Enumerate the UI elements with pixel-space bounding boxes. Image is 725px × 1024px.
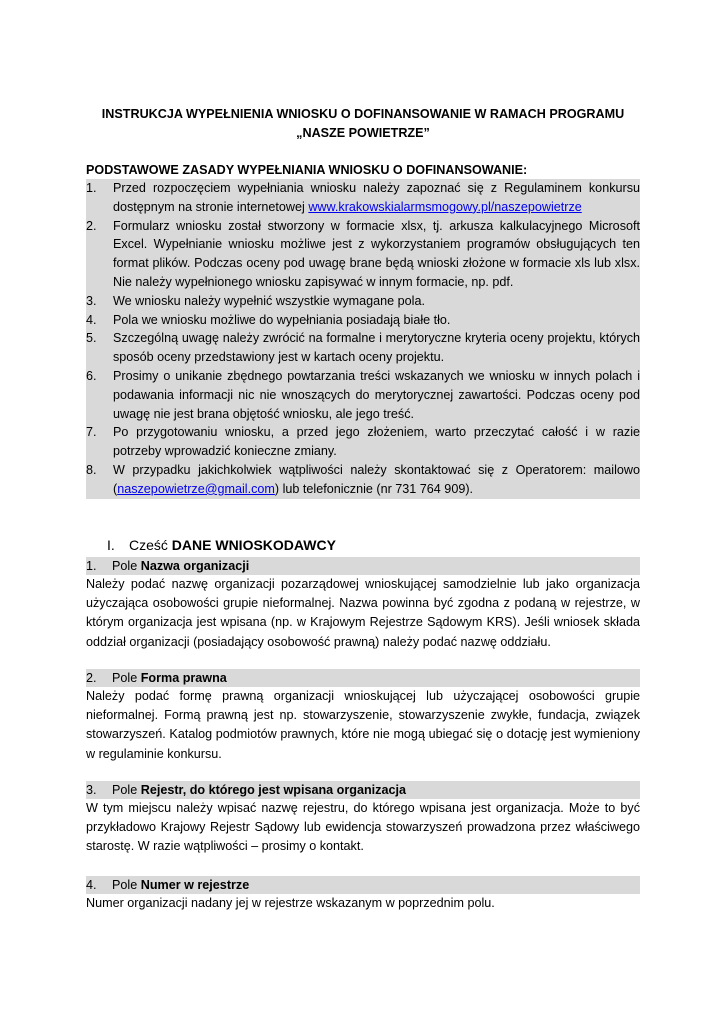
field-number: 4. (86, 878, 97, 892)
rule-number: 3. (86, 293, 97, 308)
field-prefix: Pole (112, 559, 141, 573)
rule-text: We wniosku należy wypełnić wszystkie wymagane pola. (113, 293, 425, 308)
field-description: Należy podać formę prawną organizacji wnioskującej lub użyczającej osobowości grupie nieformalnej. Formą prawną jest np. stowarzyszenie, stowarzyszenie zwykłe, fundacja, związek stowarzyszeń. Katalog podmiotów prawnych, które nie mogą ubiegać się o dotację jest wymieniony w regulaminie konkursu. (86, 689, 640, 761)
rule-text: Szczególną uwagę należy zwrócić na formalne i merytoryczne kryteria oceny projektu, których sposób oceny przedstawiony jest w kartach oceny projektu. (113, 331, 640, 365)
rule-text: Pola we wniosku możliwe do wypełniania posiadają białe tło. (113, 312, 451, 327)
section-name: DANE WNIOSKODAWCY (171, 537, 336, 553)
rule-item (86, 423, 640, 461)
field-name: Nazwa organizacji (140, 559, 250, 573)
field-name: Rejestr, do którego jest wpisana organizacja (140, 783, 406, 797)
rule-number: 7. (86, 425, 97, 440)
field-header (86, 557, 640, 575)
field-prefix: Pole (112, 671, 141, 685)
rule-number: 1. (86, 181, 97, 195)
field-description: W tym miejscu należy wpisać nazwę rejestru, do którego wpisana jest organizacja. Może to być przykładowo Krajowy Rejestr Sądowy lub ewidencja stowarzyszeń prowadzona przez właściwego starostę. W razie wątpliwości – prosimy o kontakt. (86, 801, 640, 854)
field-prefix: Pole (112, 783, 141, 797)
field-header (86, 669, 640, 687)
field-description: Numer organizacji nadany jej w rejestrze wskazanym w poprzednim polu. (86, 896, 495, 910)
field-header (86, 876, 640, 894)
section-prefix: Cześć (129, 537, 172, 553)
email-link[interactable]: naszepowietrze@gmail.com (117, 481, 275, 496)
rule-item (86, 179, 640, 217)
rule-text: Po przygotowaniu wniosku, a przed jego złożeniem, warto przeczytać całość i w razie potrzeby wprowadzić konieczne zmiany. (113, 425, 640, 459)
section-heading (107, 537, 336, 553)
rule-number: 5. (86, 331, 97, 346)
rule-text: Formularz wniosku został stworzony w formacie xlsx, tj. arkusza kalkulacyjnego Microsoft Excel. Wypełnianie wniosku możliwe jest z wykorzystaniem programów obsługujących ten format plików. Podczas oceny pod uwagę brane będą wnioski złożone w formacie xls lub xlsx. Nie należy wypełnionego wniosku zapisywać w innym formacie, np. pdf. (113, 218, 640, 289)
field-name: Forma prawna (140, 671, 227, 685)
field-prefix: Pole (112, 878, 141, 892)
field-number: 1. (86, 559, 97, 573)
rule-number: 8. (86, 462, 97, 477)
field-description: Należy podać nazwę organizacji pozarządowej wnioskującej samodzielnie lub jako organizacja użyczająca osobowości grupie nieformalnej. Nazwa powinna być zgodna z podaną w rejestrze, w którym organizacja jest wpisana (np. w Krajowym Rejestrze Sądowym KRS). Jeśli wniosek składa oddział organizacji (posiadający osobowość prawną) należy podać nazwę oddziału. (86, 577, 640, 649)
rule-text-after: ) lub telefonicznie (nr 731 764 909). (274, 481, 474, 496)
field-header (86, 781, 640, 799)
field-name: Numer w rejestrze (140, 878, 250, 892)
rule-text: Prosimy o unikanie zbędnego powtarzania treści wskazanych we wniosku w innych polach i podawania informacji nic nie wnoszących do merytorycznej zawartości. Podczas oceny pod uwagę nie jest brana objętość wniosku, ale jego treść. (113, 368, 640, 421)
field-number: 2. (86, 671, 97, 685)
rule-number: 2. (86, 218, 97, 233)
rule-text: W przypadku jakichkolwiek wątpliwości należy skontaktować się z Operatorem: mailowo ( (113, 462, 640, 496)
rule-item (86, 311, 640, 330)
rule-text: Przed rozpoczęciem wypełniania wniosku należy zapoznać się z Regulaminem konkursu dostępnym na stronie internetowej (113, 181, 640, 214)
rule-item (86, 217, 640, 292)
rule-item (86, 461, 640, 499)
rule-item (86, 329, 640, 367)
section-number: I. (107, 537, 115, 553)
rules-heading: PODSTAWOWE ZASADY WYPEŁNIANIA WNIOSKU O DOFINANSOWANIE: (86, 163, 528, 177)
document-title: INSTRUKCJA WYPEŁNIENIA WNIOSKU O DOFINANSOWANIE W RAMACH PROGRAMU „NASZE POWIETRZE” (101, 107, 625, 140)
regulations-link[interactable]: www.krakowskialarmsmogowy.pl/naszepowietrze (308, 199, 582, 214)
field-number: 3. (86, 783, 97, 797)
rule-item (86, 367, 640, 423)
rule-item (86, 292, 640, 311)
rules-list (86, 179, 640, 499)
rule-number: 4. (86, 312, 97, 327)
rule-number: 6. (86, 368, 97, 383)
